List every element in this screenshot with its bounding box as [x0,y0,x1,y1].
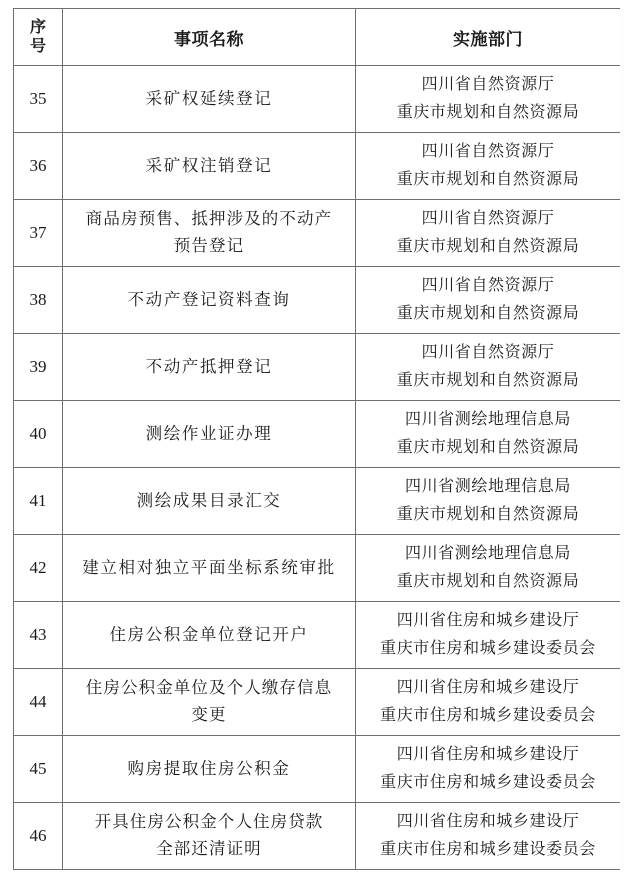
cell-department [356,602,621,669]
cell-item-name-lines [63,287,355,314]
cell-sequence: 35 [14,66,63,133]
cell-department-lines [356,138,620,193]
text-line: 采矿权延续登记 [145,88,273,108]
text-line: 商品房预售、抵押涉及的不动产 [85,209,333,229]
table-container [13,8,620,870]
text-line: 四川省自然资源厅 [421,143,555,161]
cell-sequence: 39 [14,334,63,401]
table-row [14,200,621,267]
column-header-sequence-lines [14,18,62,56]
text-line: 采矿权注销登记 [145,155,273,175]
text-line: 重庆市住房和城乡建设委员会 [380,640,596,657]
cell-item-name-lines [63,86,355,113]
text-line: 重庆市住房和城乡建设委员会 [380,841,596,858]
cell-item-name [63,535,356,602]
text-line: 测绘作业证办理 [145,423,273,443]
cell-department-lines [356,607,620,662]
cell-department [356,334,621,401]
cell-department [356,736,621,803]
cell-department [356,133,621,200]
text-line: 重庆市住房和城乡建设委员会 [380,707,596,724]
table-row [14,267,621,334]
text-line: 重庆市规划和自然资源局 [396,506,580,523]
text-line: 四川省测绘地理信息局 [404,411,571,429]
cell-item-name [63,267,356,334]
text-line: 建立相对独立平面坐标系统审批 [82,557,336,577]
text-line: 四川省测绘地理信息局 [404,478,571,496]
text-line: 四川省自然资源厅 [421,344,555,362]
cell-sequence: 38 [14,267,63,334]
text-line: 重庆市规划和自然资源局 [396,372,580,389]
cell-item-name [63,66,356,133]
table-row [14,803,621,870]
cell-item-name-lines [63,153,355,180]
cell-item-name-lines [63,756,355,783]
cell-department [356,669,621,736]
cell-department [356,267,621,334]
table-row [14,468,621,535]
table-header [14,9,621,66]
cell-sequence: 42 [14,535,63,602]
text-line: 实施部门 [453,29,523,50]
text-line: 号 [29,36,46,55]
column-header-sequence [14,9,63,66]
cell-department-lines [356,71,620,126]
text-line: 重庆市规划和自然资源局 [396,305,580,322]
text-line: 重庆市住房和城乡建设委员会 [380,774,596,791]
text-line: 住房公积金单位登记开户 [109,624,309,644]
cell-item-name [63,401,356,468]
text-line: 不动产登记资料查询 [127,289,291,309]
cell-item-name-lines [63,622,355,649]
cell-item-name-lines [63,354,355,381]
cell-department [356,66,621,133]
cell-department-lines [356,339,620,394]
text-line: 四川省自然资源厅 [421,277,555,295]
text-line: 不动产抵押登记 [145,356,273,376]
column-header-department-lines [356,25,620,50]
cell-item-name-lines [63,555,355,582]
cell-item-name-lines [63,809,355,862]
text-line: 重庆市规划和自然资源局 [396,439,580,456]
cell-item-name [63,602,356,669]
cell-sequence: 46 [14,803,63,870]
cell-item-name [63,334,356,401]
table-row [14,736,621,803]
cell-department-lines [356,674,620,729]
column-header-department [356,9,621,66]
text-line: 四川省自然资源厅 [421,76,555,94]
cell-item-name [63,669,356,736]
cell-item-name [63,803,356,870]
text-line: 四川省住房和城乡建设厅 [396,679,580,697]
text-line: 预告登记 [173,236,245,255]
text-line: 四川省自然资源厅 [421,210,555,228]
cell-sequence: 36 [14,133,63,200]
cell-sequence: 37 [14,200,63,267]
cell-item-name [63,200,356,267]
cell-department [356,401,621,468]
text-line: 事项名称 [174,29,244,50]
table-row [14,401,621,468]
table-row [14,535,621,602]
cell-department-lines [356,808,620,863]
text-line: 测绘成果目录汇交 [136,490,282,510]
text-line: 重庆市规划和自然资源局 [396,238,580,255]
cell-sequence: 40 [14,401,63,468]
text-line: 购房提取住房公积金 [127,758,291,778]
cell-item-name-lines [63,421,355,448]
cell-item-name-lines [63,488,355,515]
cell-department-lines [356,205,620,260]
cell-item-name [63,468,356,535]
cell-sequence: 43 [14,602,63,669]
text-line: 重庆市规划和自然资源局 [396,573,580,590]
table-row [14,66,621,133]
text-line: 开具住房公积金个人住房贷款 [94,812,324,832]
cell-department [356,200,621,267]
cell-department-lines [356,406,620,461]
cell-sequence: 41 [14,468,63,535]
text-line: 重庆市规划和自然资源局 [396,104,580,121]
cell-department-lines [356,540,620,595]
column-header-item-name-lines [63,25,355,50]
cell-department-lines [356,741,620,796]
cell-item-name-lines [63,206,355,259]
text-line: 住房公积金单位及个人缴存信息 [85,678,333,698]
text-line: 四川省住房和城乡建设厅 [396,813,580,831]
cell-department [356,803,621,870]
cell-department-lines [356,473,620,528]
column-header-item-name [63,9,356,66]
cell-department-lines [356,272,620,327]
cell-item-name [63,133,356,200]
cell-sequence: 44 [14,669,63,736]
text-line: 重庆市规划和自然资源局 [396,171,580,188]
table-body [14,66,621,870]
table-header-row [14,9,621,66]
cell-department [356,535,621,602]
table-row [14,602,621,669]
text-line: 变更 [191,705,227,724]
cell-department [356,468,621,535]
text-line: 四川省住房和城乡建设厅 [396,746,580,764]
items-departments-table [13,8,620,870]
cell-sequence: 45 [14,736,63,803]
table-row [14,669,621,736]
text-line: 全部还清证明 [156,839,262,858]
table-row [14,334,621,401]
cell-item-name [63,736,356,803]
cell-item-name-lines [63,675,355,728]
table-row [14,133,621,200]
text-line: 四川省住房和城乡建设厅 [396,612,580,630]
text-line: 序 [29,17,46,37]
text-line: 四川省测绘地理信息局 [404,545,571,563]
